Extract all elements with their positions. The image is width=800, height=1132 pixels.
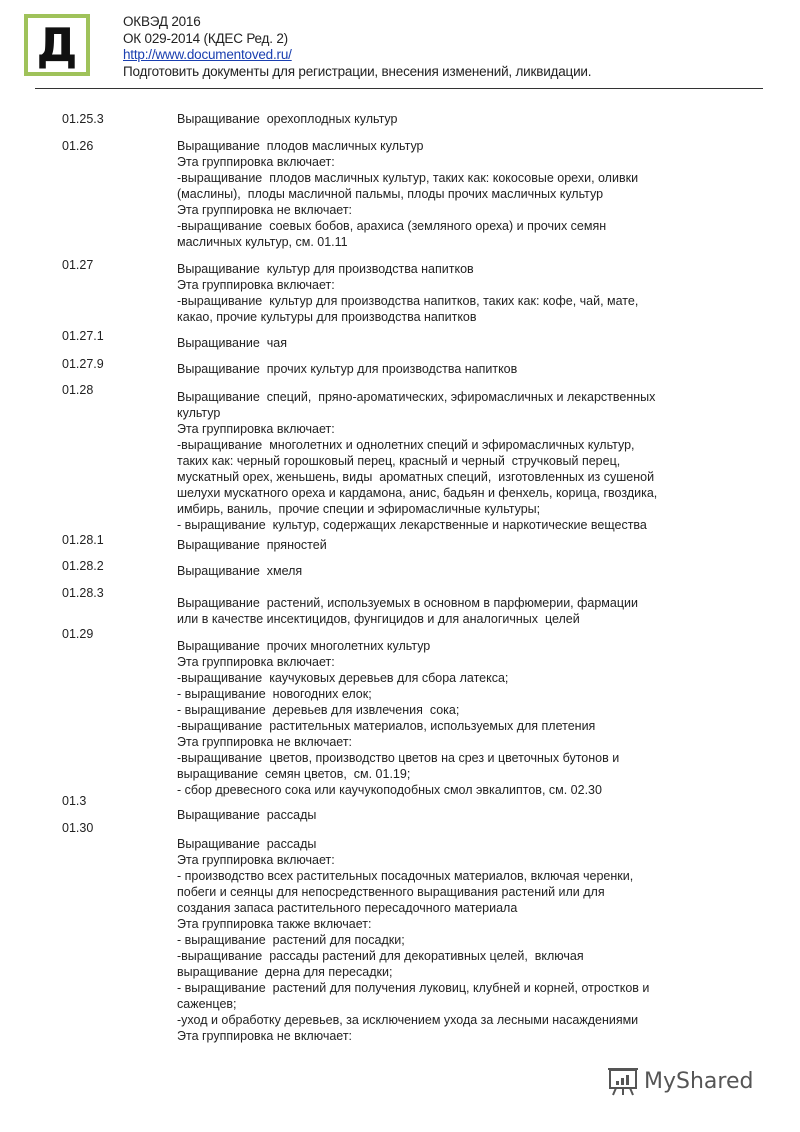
entry-line: - выращивание растений для посадки;: [177, 933, 405, 947]
entry-code: 01.28.1: [62, 533, 104, 547]
entry-description: [177, 537, 327, 553]
entry-line: саженцев;: [177, 997, 237, 1011]
entry-code: 01.25.3: [62, 112, 104, 126]
entry-line: Эта группировка включает:: [177, 155, 335, 169]
entry-line: имбирь, ваниль, прочие специи и эфиромасличные культуры;: [177, 502, 541, 516]
entry-line: Выращивание пряностей: [177, 538, 327, 552]
entry-line: - выращивание новогодних елок;: [177, 687, 372, 701]
entry-description: [177, 335, 287, 351]
entry-line: Выращивание рассады: [177, 808, 317, 822]
entry-line: -выращивание многолетних и однолетних специй и эфиромасличных культур,: [177, 438, 635, 452]
entry-line: Эта группировка включает:: [177, 655, 335, 669]
entry-line: -выращивание культур для производства напитков, таких как: кофе, чай, мате,: [177, 294, 639, 308]
entry-code: 01.27.1: [62, 329, 104, 343]
entry-code: 01.28: [62, 383, 94, 397]
entry-line: (маслины), плоды масличной пальмы, плоды прочих масличных культур: [177, 187, 604, 201]
entry-line: Выращивание специй, пряно-ароматических, эфиромасличных и лекарственных: [177, 390, 656, 404]
entry-line: -выращивание плодов масличных культур, таких как: кокосовые орехи, оливки: [177, 171, 639, 185]
entry-line: Эта группировка включает:: [177, 278, 335, 292]
entry-line: создания запаса растительного пересадочного материала: [177, 901, 518, 915]
website-link[interactable]: http://www.documentoved.ru/: [123, 47, 292, 62]
entry-line: выращивание дерна для пересадки;: [177, 965, 393, 979]
entry-line: Эта группировка также включает:: [177, 917, 372, 931]
entry-description: [177, 138, 638, 250]
entry-line: -уход и обработку деревьев, за исключением ухода за лесными насаждениями: [177, 1013, 639, 1027]
entry-code: 01.3: [62, 794, 87, 808]
entry-code: 01.26: [62, 139, 94, 153]
entry-line: Эта группировка включает:: [177, 422, 335, 436]
entry-line: Выращивание орехоплодных культур: [177, 112, 398, 126]
entry-description: [177, 361, 517, 377]
header: [123, 14, 591, 80]
entry-description: [177, 836, 649, 1044]
entry-code: 01.30: [62, 821, 94, 835]
myshared-watermark: [606, 1066, 753, 1096]
entry-line: Эта группировка не включает:: [177, 735, 353, 749]
entry-line: какао, прочие культуры для производства напитков: [177, 310, 477, 324]
entry-line: Выращивание чая: [177, 336, 287, 350]
presentation-board-icon: [606, 1066, 640, 1096]
entry-description: [177, 595, 638, 627]
entry-code: 01.27: [62, 258, 94, 272]
header-tagline: Подготовить документы для регистрации, внесения изменений, ликвидации.: [123, 63, 592, 79]
entry-line: -выращивание соевых бобов, арахиса (земляного ореха) и прочих семян: [177, 219, 607, 233]
entry-line: побеги и сеянцы для непосредственного выращивания растений или для: [177, 885, 605, 899]
entry-line: Выращивание рассады: [177, 837, 317, 851]
entry-line: Выращивание прочих культур для производства напитков: [177, 362, 518, 376]
entry-line: мускатный орех, женьшень, виды ароматных специй, изготовленных из сушеной: [177, 470, 655, 484]
entry-line: - выращивание культур, содержащих лекарственные и наркотические вещества: [177, 518, 647, 532]
entry-line: Выращивание плодов масличных культур: [177, 139, 424, 153]
entry-line: культур: [177, 406, 221, 420]
entry-line: Выращивание культур для производства напитков: [177, 262, 474, 276]
entry-line: таких как: черный горошковый перец, красный и черный стручковый перец,: [177, 454, 621, 468]
entry-description: [177, 111, 398, 127]
entry-code: 01.28.2: [62, 559, 104, 573]
entry-line: -выращивание рассады растений для декоративных целей, включая: [177, 949, 584, 963]
entry-line: масличных культур, см. 01.11: [177, 235, 348, 249]
entry-description: [177, 389, 657, 533]
entry-line: - сбор древесного сока или каучукоподобных смол эвкалиптов, см. 02.30: [177, 783, 602, 797]
entry-description: [177, 638, 619, 798]
entry-line: Эта группировка не включает:: [177, 1029, 353, 1043]
entry-line: Эта группировка не включает:: [177, 203, 353, 217]
entry-line: - выращивание растений для получения луковиц, клубней и корней, отростков и: [177, 981, 650, 995]
header-title: ОКВЭД 2016: [123, 14, 201, 29]
entry-line: выращивание семян цветов, см. 01.19;: [177, 767, 411, 781]
entry-line: - производство всех растительных посадочных материалов, включая черенки,: [177, 869, 634, 883]
entry-description: [177, 563, 302, 579]
entry-line: -выращивание каучуковых деревьев для сбора латекса;: [177, 671, 509, 685]
header-subtitle: ОК 029-2014 (КДЕС Ред. 2): [123, 30, 288, 46]
documentoved-logo: Д: [24, 14, 90, 76]
entry-line: или в качестве инсектицидов, фунгицидов и для аналогичных целей: [177, 612, 580, 626]
entry-line: -выращивание цветов, производство цветов на срез и цветочных бутонов и: [177, 751, 620, 765]
entry-line: шелухи мускатного ореха и кардамона, анис, бадьян и фенхель, корица, гвоздика,: [177, 486, 658, 500]
entry-line: Выращивание растений, используемых в основном в парфюмерии, фармации: [177, 596, 638, 610]
entry-line: Эта группировка включает:: [177, 853, 335, 867]
entry-line: -выращивание растительных материалов, используемых для плетения: [177, 719, 596, 733]
entry-line: Выращивание прочих многолетних культур: [177, 639, 431, 653]
entry-description: [177, 807, 316, 823]
entry-code: 01.28.3: [62, 586, 104, 600]
header-divider: [35, 88, 763, 89]
entry-line: - выращивание деревьев для извлечения сока;: [177, 703, 460, 717]
entry-line: Выращивание хмеля: [177, 564, 303, 578]
watermark-text: MyShared: [644, 1068, 754, 1094]
entry-description: [177, 261, 638, 325]
entry-code: 01.29: [62, 627, 94, 641]
entry-code: 01.27.9: [62, 357, 104, 371]
